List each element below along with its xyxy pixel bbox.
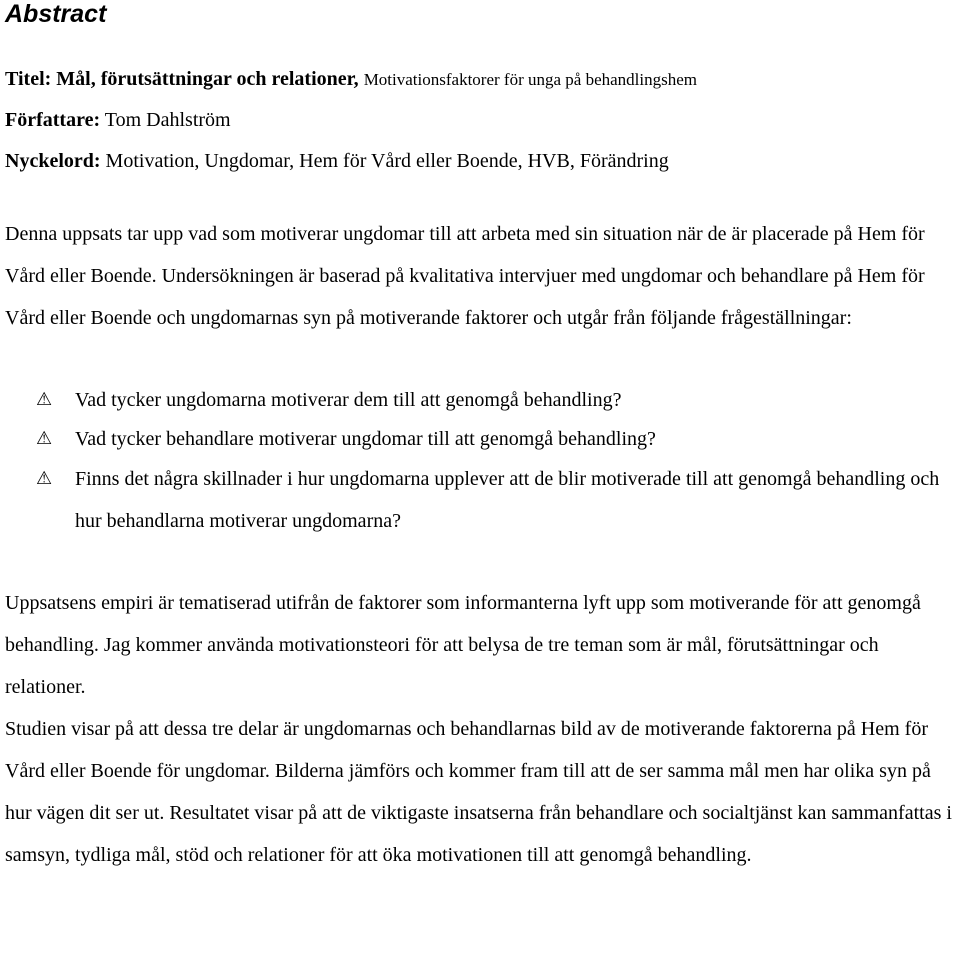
warning-bullet-icon: ⚠ (36, 468, 53, 489)
title-subtitle: Motivationsfaktorer för unga på behandlingshem (363, 70, 697, 89)
author-line (5, 100, 957, 141)
document-page (5, 0, 957, 876)
list-item (5, 420, 957, 458)
warning-bullet-icon: ⚠ (36, 428, 53, 449)
author-label: Författare: (5, 109, 101, 131)
author-value: Tom Dahlström (104, 109, 231, 131)
intro-paragraph: Denna uppsats tar upp vad som motiverar ungdomar till att arbeta med sin situation när de är placerade på Hem för Vård eller Boende. Undersökningen är baserad på kvalitativa intervjuer med ungdomar och behandlare på Hem för Vård eller Boende och ungdomarnas syn på motiverande faktorer och utgår från följande frågeställningar: (5, 223, 925, 329)
abstract-heading: Abstract (5, 0, 107, 28)
question-text: Finns det några skillnader i hur ungdomarna upplever att de blir motiverade till att genomgå behandling och hur behandlarna motiverar ungdomarna? (75, 468, 940, 532)
list-item (5, 380, 957, 420)
title-line (5, 59, 957, 100)
empirics-paragraph: Uppsatsens empiri är tematiserad utifrån de faktorer som informanterna lyft upp som motiverande för att genomgå behandling. Jag kommer använda motivationsteori för att belysa de tre teman som är mål, förutsättningar och relationer. (5, 592, 921, 698)
keywords-value: Motivation, Ungdomar, Hem för Vård eller Boende, HVB, Förändring (105, 150, 669, 172)
research-questions-list (5, 380, 957, 542)
warning-bullet-icon: ⚠ (36, 389, 53, 410)
metadata-block (5, 59, 957, 182)
title-value: Mål, förutsättningar och relationer, (56, 68, 359, 90)
keywords-label: Nyckelord: (5, 150, 101, 172)
results-paragraph: Studien visar på att dessa tre delar är ungdomarnas och behandlarnas bild av de motiverande faktorerna på Hem för Vård eller Boende för ungdomar. Bilderna jämförs och kommer fram till att de ser samma mål men har olika syn på hur vägen dit ser ut. Resultatet visar på att de viktigaste insatserna från behandlare och socialtjänst kan sammanfattas i samsyn, tydliga mål, stöd och relationer för att öka motivationen till att genomgå behandling. (5, 718, 952, 866)
title-label: Titel: (5, 68, 52, 90)
list-item (5, 458, 957, 542)
keywords-line (5, 141, 957, 182)
question-text: Vad tycker behandlare motiverar ungdomar till att genomgå behandling? (75, 428, 656, 450)
question-text: Vad tycker ungdomarna motiverar dem till att genomgå behandling? (75, 389, 622, 411)
